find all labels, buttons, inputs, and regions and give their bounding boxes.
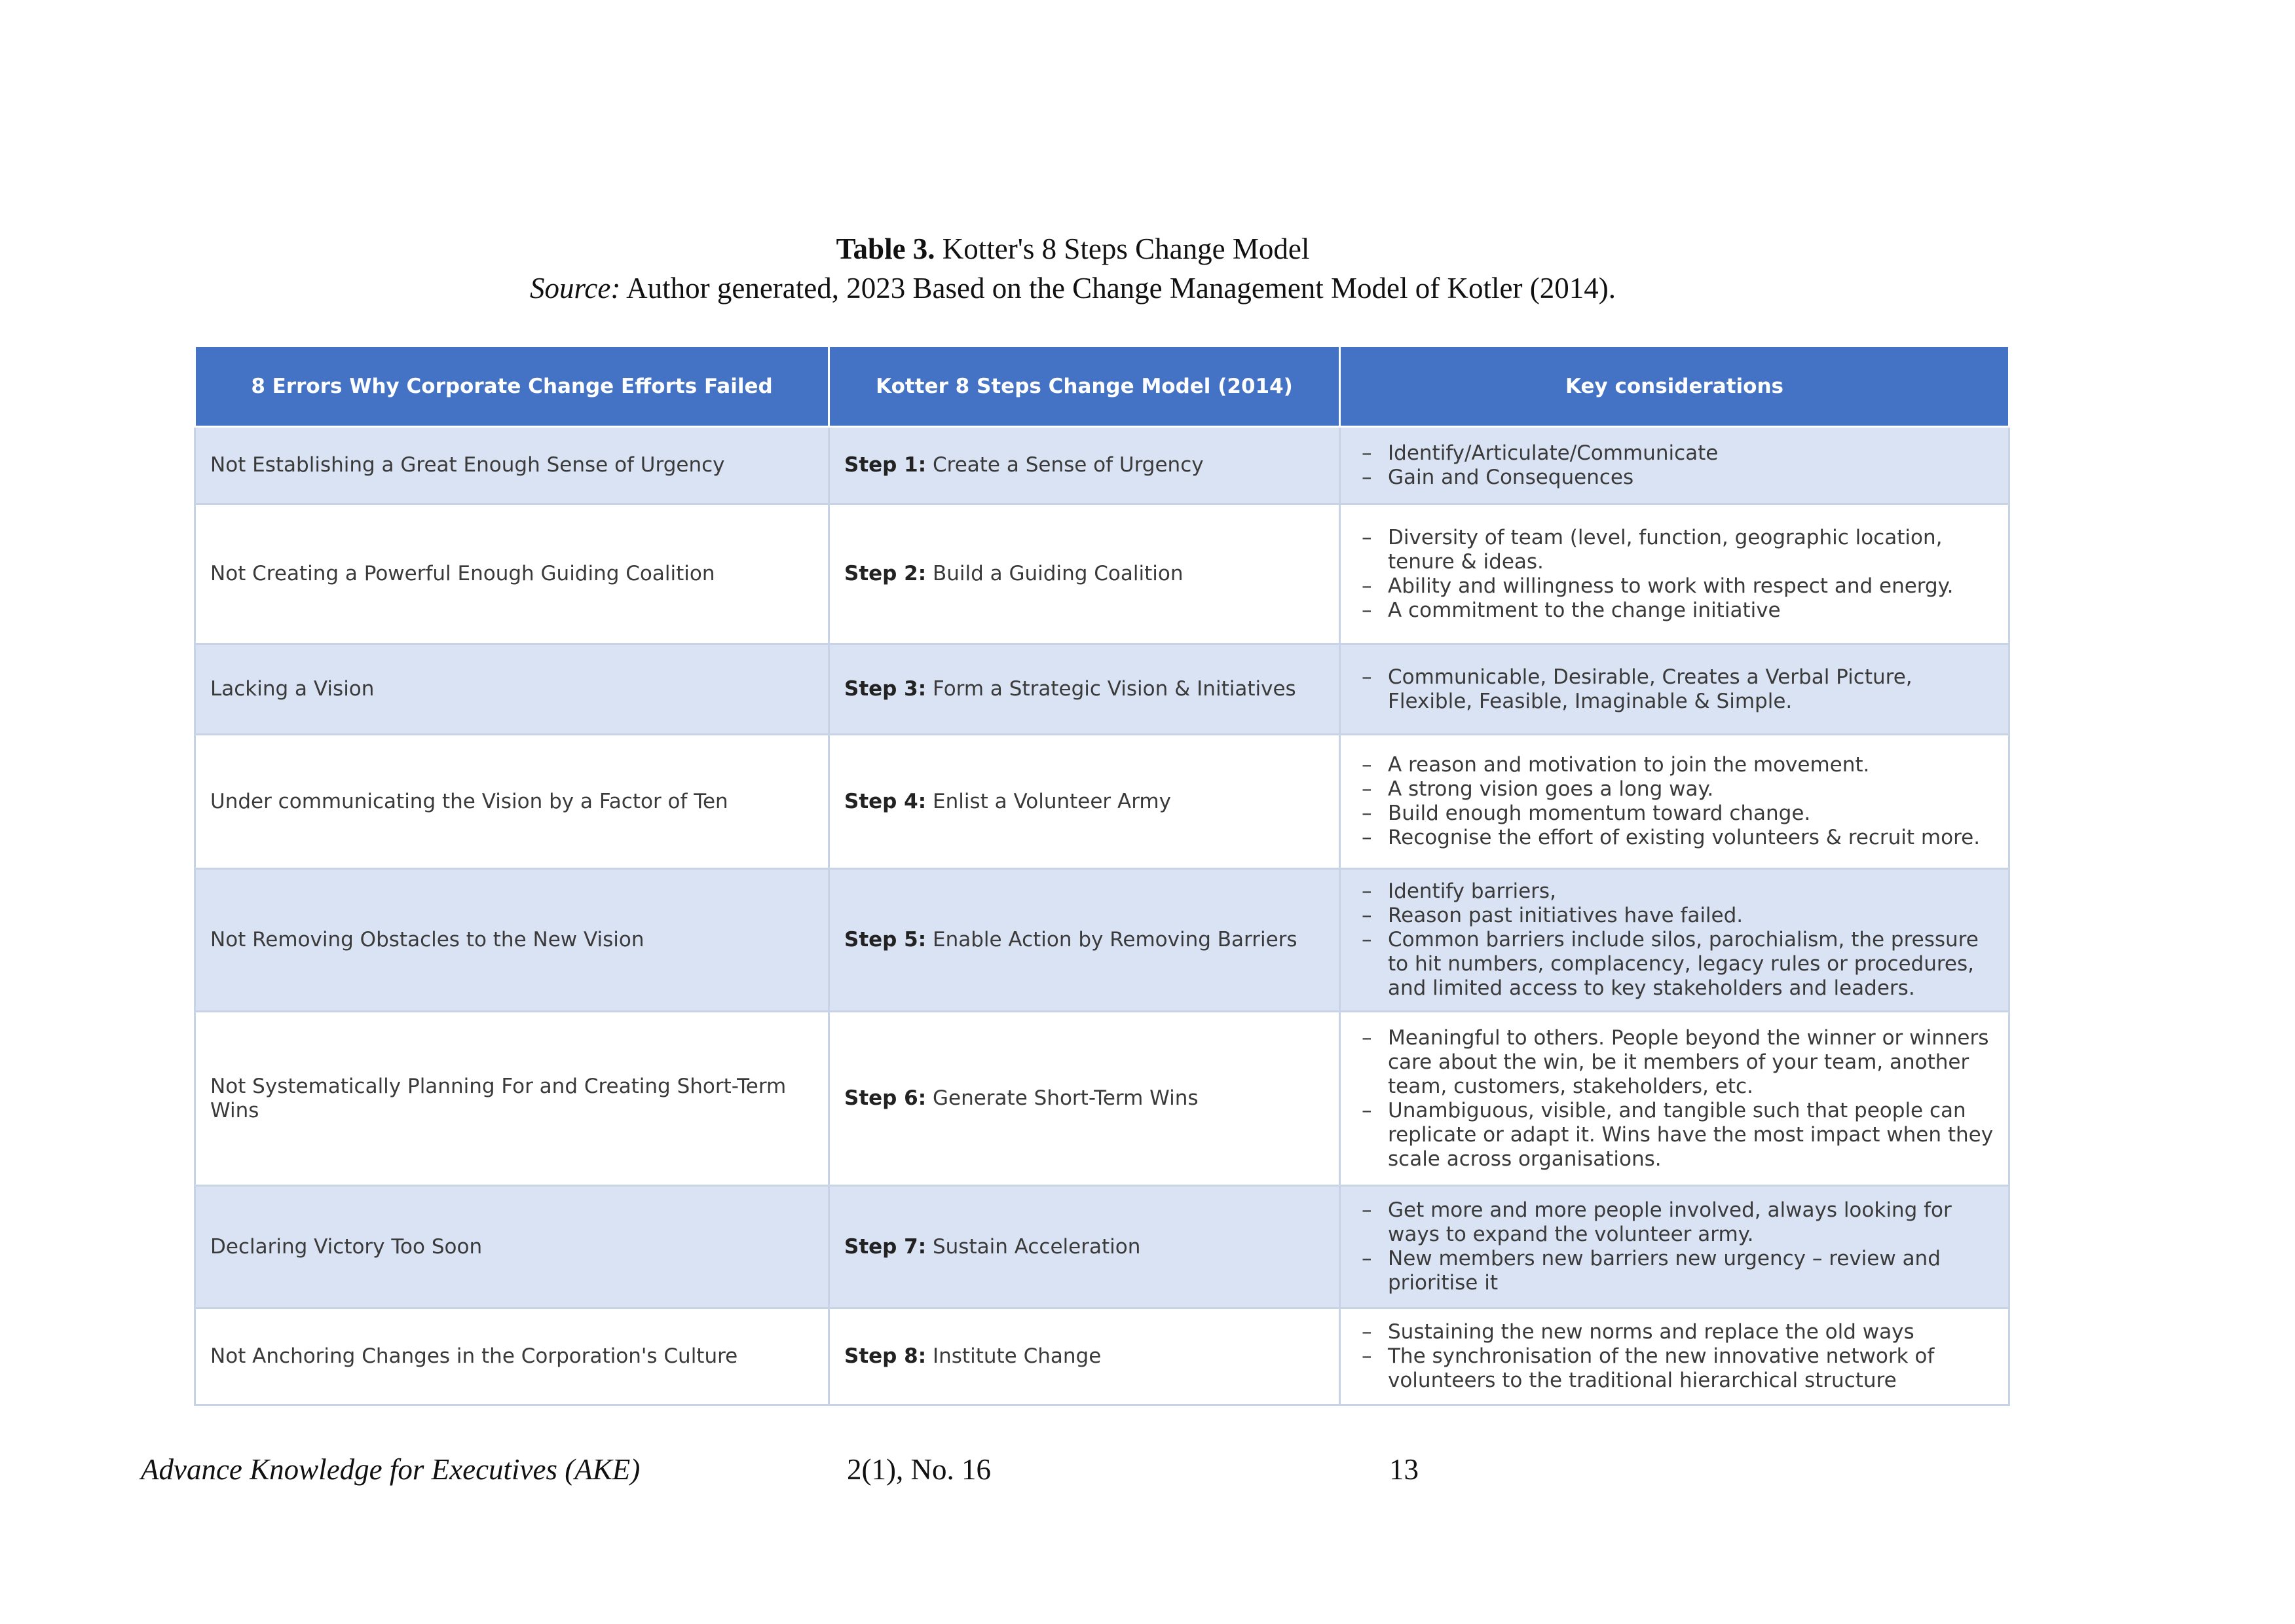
header-errors: 8 Errors Why Corporate Change Efforts Failed bbox=[195, 346, 829, 427]
consideration-item: – Ability and willingness to work with respect and energy. bbox=[1355, 574, 1994, 599]
table-row bbox=[195, 1186, 2009, 1308]
consideration-item: – A commitment to the change initiative bbox=[1355, 599, 1994, 623]
footer-journal-name: Advance Knowledge for Executives (AKE) bbox=[141, 1453, 641, 1486]
table-row bbox=[195, 735, 2009, 869]
considerations-list bbox=[1355, 526, 1994, 623]
step-cell bbox=[829, 644, 1340, 735]
table-row bbox=[195, 504, 2009, 644]
step-text: Form a Strategic Vision & Initiatives bbox=[932, 677, 1296, 701]
error-cell: Lacking a Vision bbox=[195, 644, 829, 735]
table-row bbox=[195, 644, 2009, 735]
step-label: Step 6: bbox=[844, 1086, 927, 1110]
error-cell: Not Systematically Planning For and Creating Short-Term Wins bbox=[195, 1012, 829, 1186]
consideration-item: – Identify barriers, bbox=[1355, 879, 1994, 904]
consideration-item: – The synchronisation of the new innovative network of volunteers to the traditional hierarchical structure bbox=[1355, 1344, 1994, 1393]
table-label: Table 3. bbox=[836, 232, 935, 265]
consideration-item: – Communicable, Desirable, Creates a Verbal Picture, Flexible, Feasible, Imaginable & Simple. bbox=[1355, 665, 1994, 714]
step-cell bbox=[829, 427, 1340, 504]
table-source-line bbox=[0, 268, 2146, 308]
step-cell bbox=[829, 1012, 1340, 1186]
step-cell bbox=[829, 1308, 1340, 1405]
step-cell bbox=[829, 735, 1340, 869]
step-text: Build a Guiding Coalition bbox=[932, 562, 1184, 585]
considerations-list bbox=[1355, 1026, 1994, 1172]
consideration-item: – Diversity of team (level, function, geographic location, tenure & ideas. bbox=[1355, 526, 1994, 574]
table-row bbox=[195, 1308, 2009, 1405]
table-row bbox=[195, 427, 2009, 504]
consideration-item: – A strong vision goes a long way. bbox=[1355, 777, 1994, 802]
considerations-cell bbox=[1340, 1186, 2009, 1308]
step-label: Step 8: bbox=[844, 1344, 927, 1368]
consideration-item: – Gain and Consequences bbox=[1355, 466, 1994, 490]
consideration-item: – Reason past initiatives have failed. bbox=[1355, 904, 1994, 928]
step-label: Step 7: bbox=[844, 1234, 927, 1259]
consideration-item: – Identify/Articulate/Communicate bbox=[1355, 441, 1994, 466]
considerations-list bbox=[1355, 1198, 1994, 1295]
step-label: Step 3: bbox=[844, 677, 927, 701]
consideration-item: – Recognise the effort of existing volunteers & recruit more. bbox=[1355, 826, 1994, 850]
header-considerations: Key considerations bbox=[1340, 346, 2009, 427]
step-cell bbox=[829, 504, 1340, 644]
footer-issue: 2(1), No. 16 bbox=[847, 1453, 991, 1486]
error-cell: Not Anchoring Changes in the Corporation's Culture bbox=[195, 1308, 829, 1405]
step-cell bbox=[829, 869, 1340, 1012]
step-label: Step 5: bbox=[844, 928, 927, 951]
error-cell: Not Removing Obstacles to the New Vision bbox=[195, 869, 829, 1012]
table-row bbox=[195, 1012, 2009, 1186]
error-cell: Not Creating a Powerful Enough Guiding Coalition bbox=[195, 504, 829, 644]
step-cell bbox=[829, 1186, 1340, 1308]
step-text: Enable Action by Removing Barriers bbox=[932, 928, 1297, 951]
consideration-item: – Meaningful to others. People beyond the winner or winners care about the win, be it members of your team, another team, customers, stakeholders, etc. bbox=[1355, 1026, 1994, 1099]
considerations-list bbox=[1355, 879, 1994, 1001]
considerations-cell bbox=[1340, 644, 2009, 735]
footer-page-number: 13 bbox=[1389, 1453, 1419, 1486]
considerations-cell bbox=[1340, 504, 2009, 644]
step-text: Generate Short-Term Wins bbox=[932, 1086, 1199, 1110]
consideration-item: – New members new barriers new urgency – review and prioritise it bbox=[1355, 1247, 1994, 1295]
source-label: Source: bbox=[530, 272, 621, 304]
table-row bbox=[195, 869, 2009, 1012]
error-cell: Under communicating the Vision by a Factor of Ten bbox=[195, 735, 829, 869]
table-title: Kotter's 8 Steps Change Model bbox=[942, 232, 1310, 265]
step-text: Institute Change bbox=[932, 1344, 1102, 1368]
considerations-list bbox=[1355, 1320, 1994, 1393]
consideration-item: – Sustaining the new norms and replace the old ways bbox=[1355, 1320, 1994, 1344]
considerations-cell bbox=[1340, 735, 2009, 869]
step-label: Step 4: bbox=[844, 789, 927, 813]
considerations-list bbox=[1355, 441, 1994, 490]
considerations-cell bbox=[1340, 427, 2009, 504]
consideration-item: – Unambiguous, visible, and tangible such that people can replicate or adapt it. Wins have the most impact when they scale across organisations. bbox=[1355, 1099, 1994, 1172]
considerations-list bbox=[1355, 665, 1994, 714]
consideration-item: – A reason and motivation to join the movement. bbox=[1355, 753, 1994, 777]
step-text: Enlist a Volunteer Army bbox=[932, 789, 1171, 813]
table-title-line bbox=[0, 229, 2146, 268]
table-header-row bbox=[195, 346, 2009, 427]
error-cell: Declaring Victory Too Soon bbox=[195, 1186, 829, 1308]
considerations-cell bbox=[1340, 1308, 2009, 1405]
source-text: Author generated, 2023 Based on the Change Management Model of Kotler (2014). bbox=[626, 272, 1616, 304]
considerations-cell bbox=[1340, 869, 2009, 1012]
step-text: Sustain Acceleration bbox=[932, 1234, 1141, 1259]
step-text: Create a Sense of Urgency bbox=[932, 453, 1204, 477]
consideration-item: – Get more and more people involved, always looking for ways to expand the volunteer army. bbox=[1355, 1198, 1994, 1247]
step-label: Step 1: bbox=[844, 453, 927, 477]
header-steps: Kotter 8 Steps Change Model (2014) bbox=[829, 346, 1340, 427]
step-label: Step 2: bbox=[844, 562, 927, 585]
kotter-table bbox=[194, 345, 2010, 1406]
error-cell: Not Establishing a Great Enough Sense of Urgency bbox=[195, 427, 829, 504]
considerations-cell bbox=[1340, 1012, 2009, 1186]
consideration-item: – Build enough momentum toward change. bbox=[1355, 802, 1994, 826]
considerations-list bbox=[1355, 753, 1994, 850]
consideration-item: – Common barriers include silos, parochialism, the pressure to hit numbers, complacency, legacy rules or procedures, and limited access to key stakeholders and leaders. bbox=[1355, 928, 1994, 1001]
table-caption bbox=[0, 229, 2146, 308]
